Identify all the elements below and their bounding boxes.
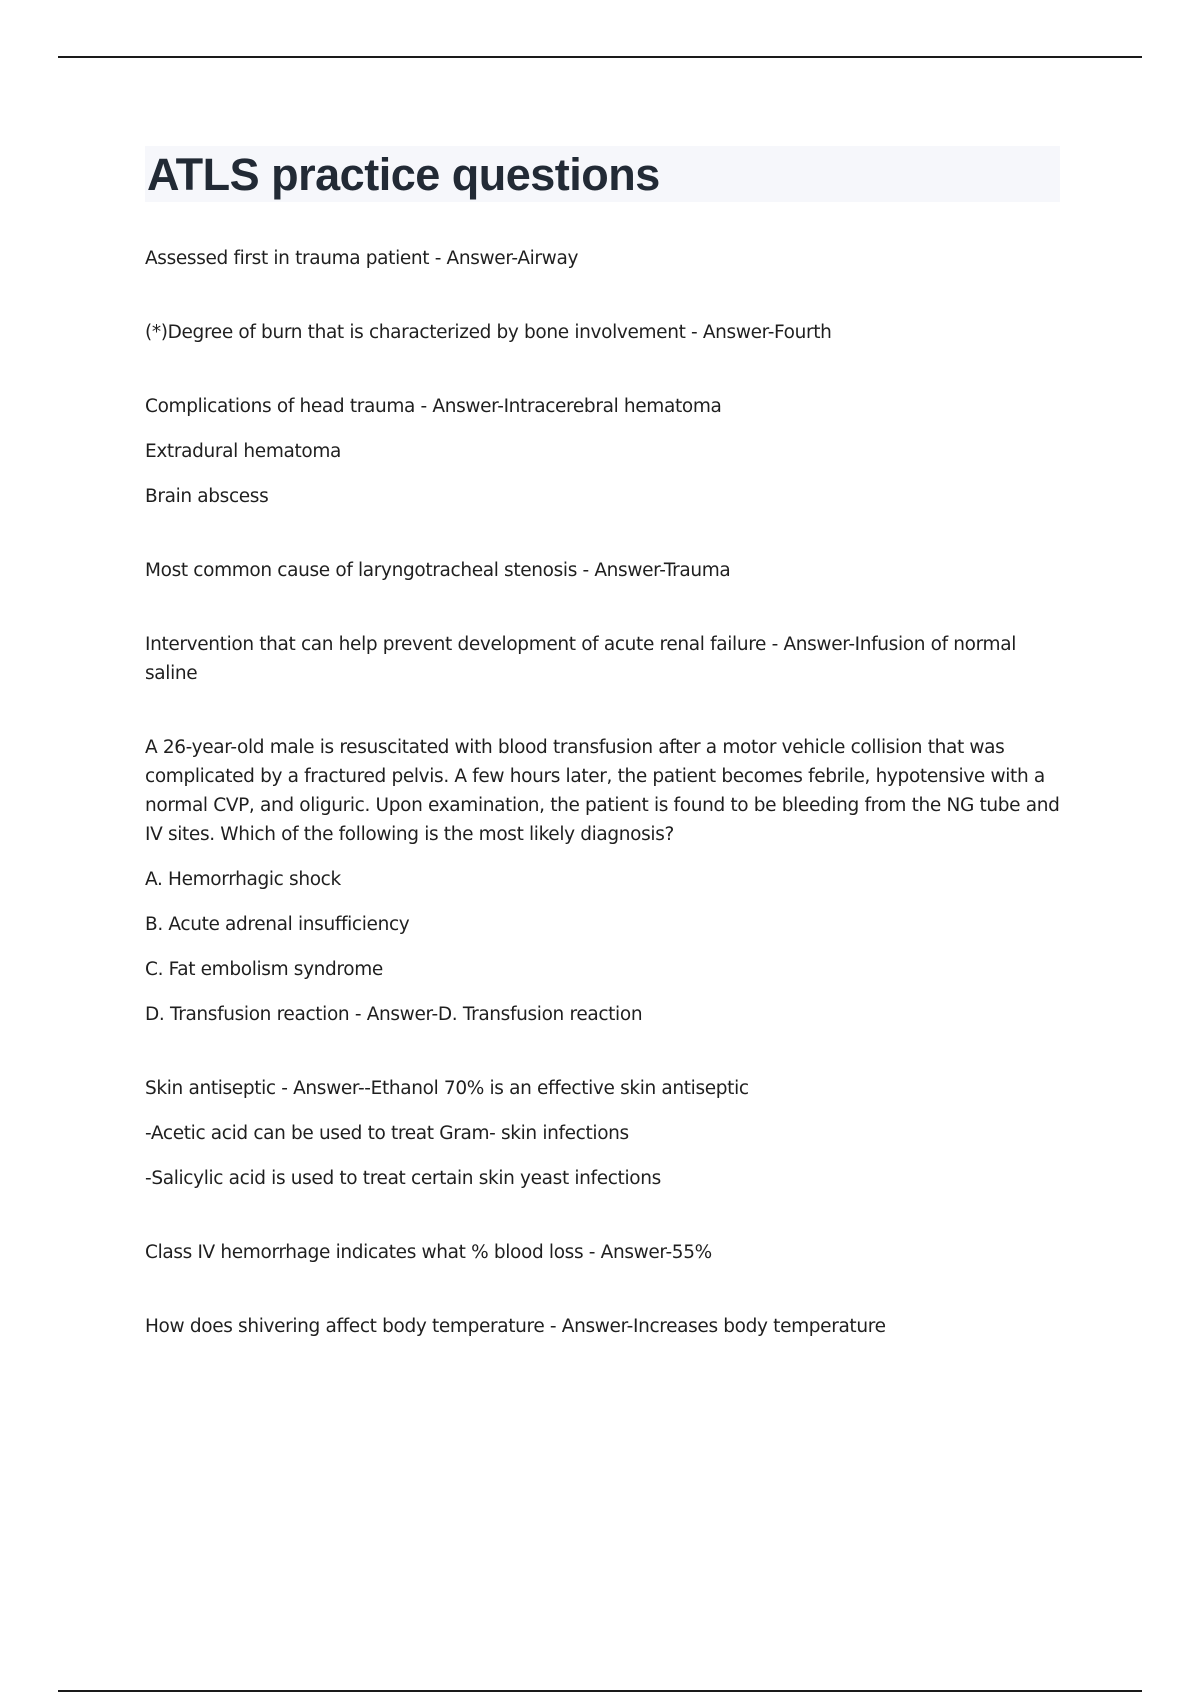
document-title: ATLS practice questions	[147, 148, 660, 200]
qa-line: Class IV hemorrhage indicates what % blood loss - Answer-55%	[145, 1242, 712, 1263]
qa-line: Skin antiseptic - Answer--Ethanol 70% is an effective skin antiseptic	[145, 1078, 749, 1099]
qa-line: -Salicylic acid is used to treat certain skin yeast infections	[145, 1168, 661, 1189]
qa-item-airway	[145, 244, 1060, 273]
qa-option-b: B. Acute adrenal insufficiency	[145, 914, 410, 935]
qa-option-d: D. Transfusion reaction - Answer-D. Transfusion reaction	[145, 1004, 643, 1025]
qa-item-skin-antiseptic	[145, 1074, 1060, 1193]
qa-item-renal-failure	[145, 630, 1060, 688]
bottom-rule	[58, 1690, 1142, 1692]
qa-item-stenosis	[145, 556, 1060, 585]
qa-line: Complications of head trauma - Answer-Intracerebral hematoma	[145, 396, 722, 417]
qa-question-stem: A 26-year-old male is resuscitated with blood transfusion after a motor vehicle collision that was complicated by a fractured pelvis. A few hours later, the patient becomes febrile, hypotensive with a normal CVP, and oliguric. Upon examination, the patient is found to be bleeding from the NG tube and IV sites. Which of the following is the most likely diagnosis?	[145, 737, 1060, 845]
qa-item-shivering	[145, 1312, 1060, 1341]
qa-item-head-trauma	[145, 392, 1060, 511]
qa-line: Most common cause of laryngotracheal stenosis - Answer-Trauma	[145, 560, 731, 581]
qa-item-burn-degree	[145, 318, 1060, 347]
qa-line: How does shivering affect body temperature - Answer-Increases body temperature	[145, 1316, 886, 1337]
qa-line: Extradural hematoma	[145, 441, 342, 462]
title-band	[145, 146, 1060, 202]
qa-line: -Acetic acid can be used to treat Gram- skin infections	[145, 1123, 629, 1144]
qa-line: Intervention that can help prevent development of acute renal failure - Answer-Infusion of normal saline	[145, 634, 1016, 684]
qa-line: (*)Degree of burn that is characterized by bone involvement - Answer-Fourth	[145, 322, 832, 343]
qa-line: Assessed first in trauma patient - Answer-Airway	[145, 248, 579, 269]
qa-option-c: C. Fat embolism syndrome	[145, 959, 383, 980]
top-rule	[58, 56, 1142, 58]
qa-item-hemorrhage-class	[145, 1238, 1060, 1267]
qa-list	[145, 244, 1060, 1341]
qa-option-a: A. Hemorrhagic shock	[145, 869, 341, 890]
qa-item-transfusion-case	[145, 733, 1060, 1029]
document-body	[145, 146, 1060, 1386]
qa-line: Brain abscess	[145, 486, 269, 507]
